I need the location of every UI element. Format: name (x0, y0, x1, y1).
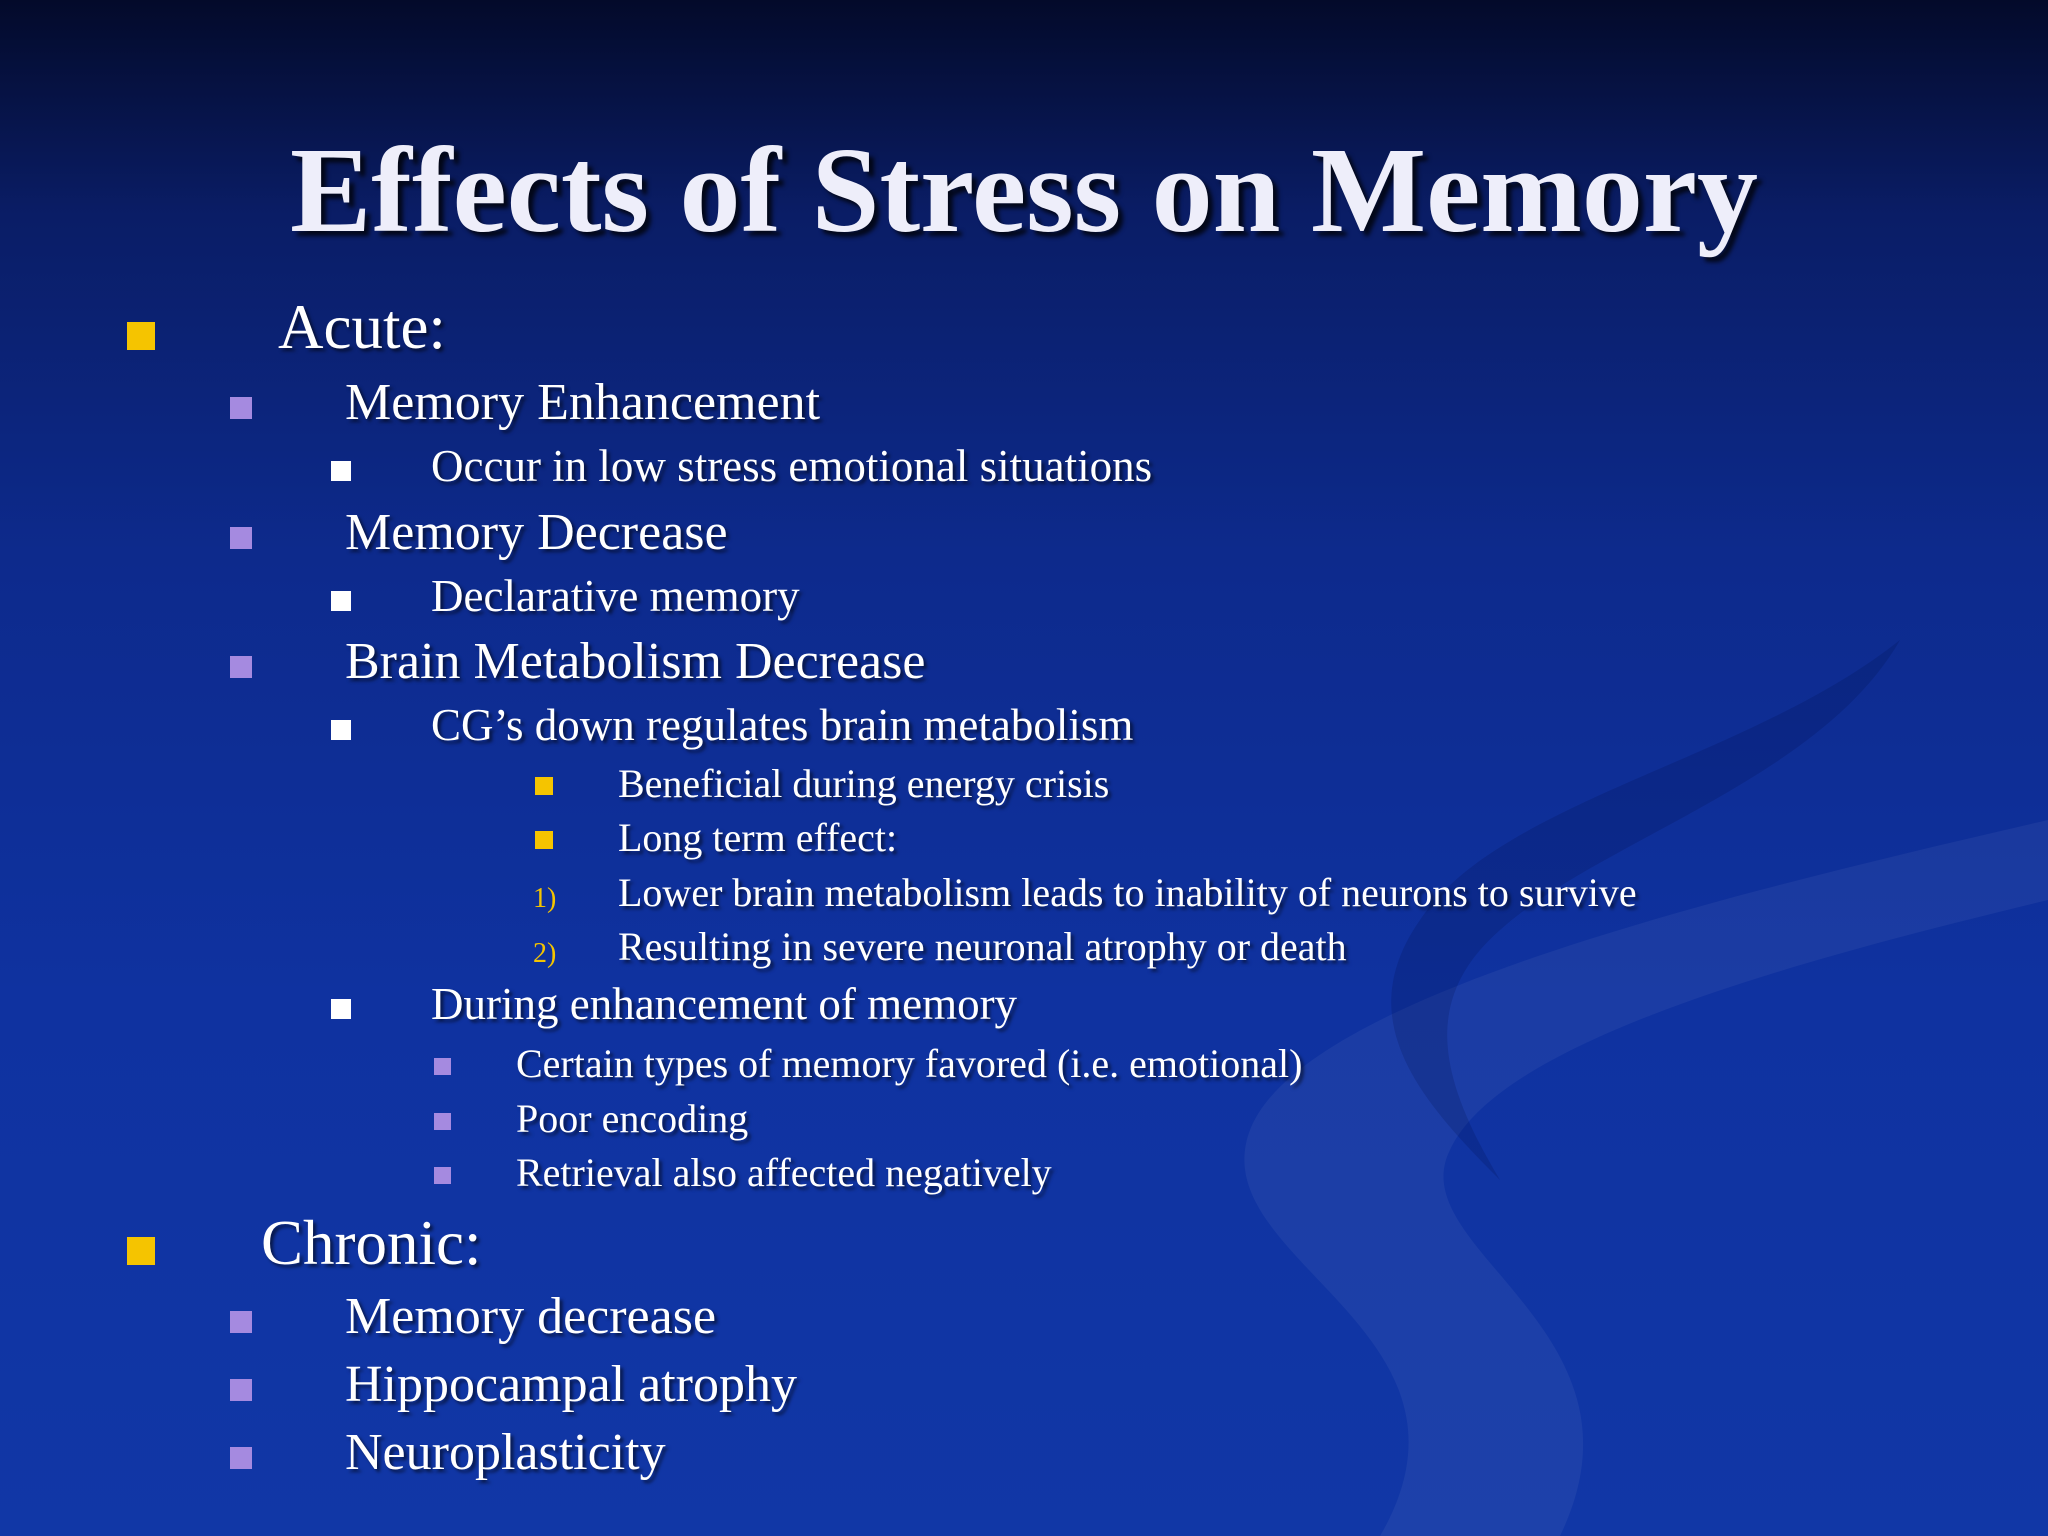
memory-decrease-label: Memory Decrease (345, 504, 728, 561)
beneficial-text: Beneficial during energy crisis (618, 761, 1110, 806)
chronic-label: Chronic: (261, 1208, 482, 1278)
hippocampal-atrophy-text: Hippocampal atrophy (345, 1356, 797, 1413)
memory-enhancement-label: Memory Enhancement (345, 374, 821, 431)
neuroplasticity-text: Neuroplasticity (345, 1424, 666, 1481)
square-bullet-icon (331, 461, 351, 481)
square-bullet-icon (434, 1167, 451, 1184)
square-bullet-icon (127, 322, 155, 350)
certain-types-text: Certain types of memory favored (i.e. emotional) (516, 1041, 1303, 1086)
square-bullet-icon (434, 1058, 451, 1075)
during-enhancement-text: During enhancement of memory (431, 979, 1018, 1029)
square-bullet-icon (230, 1379, 252, 1401)
cg-down-regulates-text: CG’s down regulates brain metabolism (431, 700, 1134, 750)
square-bullet-icon (230, 656, 252, 678)
chronic-memory-decrease-text: Memory decrease (345, 1288, 717, 1345)
square-bullet-icon (434, 1113, 451, 1130)
square-bullet-icon (535, 777, 553, 795)
long-term-text: Long term effect: (618, 815, 898, 860)
square-bullet-icon (331, 999, 351, 1019)
acute-label: Acute: (278, 292, 446, 362)
square-bullet-icon (127, 1237, 155, 1265)
number-label-2: 2) (533, 938, 557, 969)
brain-metabolism-label: Brain Metabolism Decrease (345, 633, 926, 690)
square-bullet-icon (230, 397, 252, 419)
square-bullet-icon (230, 527, 252, 549)
square-bullet-icon (230, 1447, 252, 1469)
square-bullet-icon (331, 720, 351, 740)
square-bullet-icon (535, 831, 553, 849)
low-stress-text: Occur in low stress emotional situations (431, 441, 1153, 491)
lower-metabolism-text: Lower brain metabolism leads to inability of neurons to survive (618, 870, 1637, 915)
neuronal-atrophy-text: Resulting in severe neuronal atrophy or death (618, 924, 1347, 969)
declarative-text: Declarative memory (431, 571, 800, 621)
number-label-1: 1) (533, 883, 557, 914)
square-bullet-icon (230, 1311, 252, 1333)
retrieval-text: Retrieval also affected negatively (516, 1150, 1052, 1195)
slide-title: Effects of Stress on Memory (289, 123, 1759, 258)
square-bullet-icon (331, 591, 351, 611)
poor-encoding-text: Poor encoding (516, 1096, 749, 1141)
